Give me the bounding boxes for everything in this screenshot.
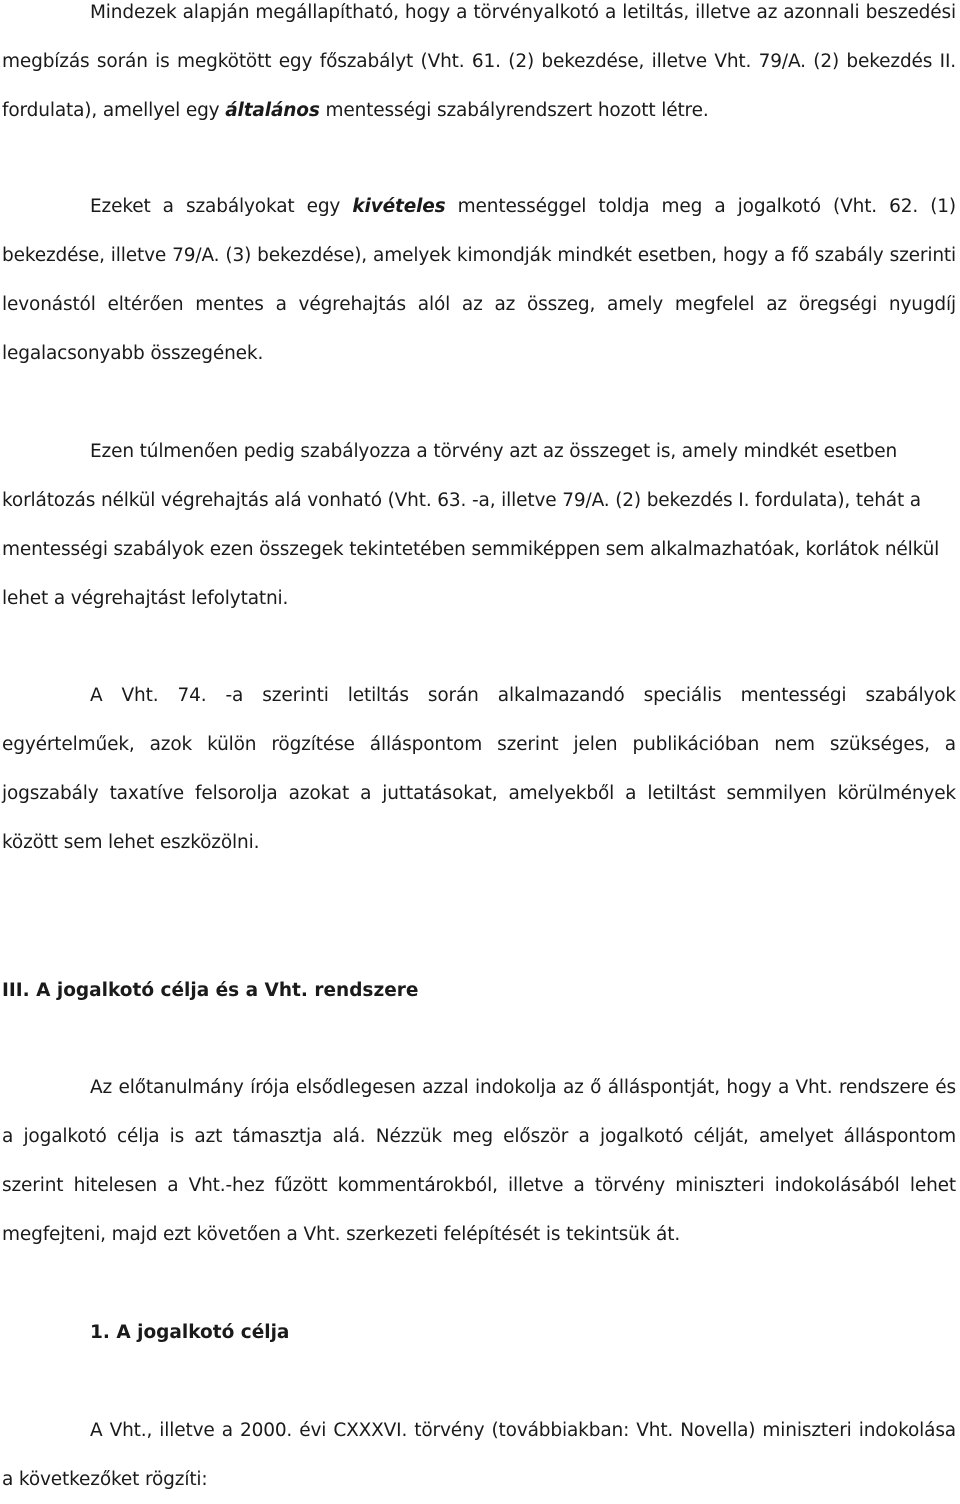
paragraph-exceptional-exemption (2, 182, 956, 378)
paragraph-text: mentességi szabályrendszert hozott létre. (319, 100, 709, 121)
section-heading: III. A jogalkotó célja és a Vht. rendszere (2, 980, 419, 1001)
paragraph-ministerial-reasoning: A Vht., illetve a 2000. évi CXXXVI. törvény (továbbiakban: Vht. Novella) miniszteri indokolása a következőket rögzíti: (2, 1420, 956, 1490)
paragraph-text: mentességgel toldja meg a jogalkotó (Vht. 62. (1) bekezdése, illetve 79/A. (3) bekezdése), amelyek kimondják mindkét esetben, hogy a fő szabály szerinti levonástól eltérően mentes a végrehajtás alól az az összeg, amely megfelel az öregségi nyugdíj legalacsonyabb összegének. (2, 196, 956, 364)
paragraph-text: Mindezek alapján megállapítható, hogy a törvényalkotó a letiltás, illetve az azonnali beszedési megbízás során is megkötött egy főszabályt (Vht. 61. (2) bekezdése, illetve Vht. 79/A. (2) bekezdés II. fordulata), amellyel egy (2, 2, 956, 121)
paragraph-special-exemptions: A Vht. 74. -a szerinti letiltás során alkalmazandó speciális mentességi szabályok egyértelműek, azok külön rögzítése álláspontom szerint jelen publikációban nem szükséges, a jogszabály taxatíve felsorolja azokat a juttatásokat, amelyekből a letiltást semmilyen körülmények között sem lehet eszközölni. (2, 685, 956, 853)
emphasis-general: általános (225, 100, 320, 121)
paragraph-legislator-goal-intro: Az előtanulmány írója elsődlegesen azzal indokolja az ő álláspontját, hogy a Vht. rendszere és a jogalkotó célja is azt támasztja alá. Nézzük meg először a jogalkotó célját, amelyet álláspontom szerint hitelesen a Vht.-hez fűzött kommentárokból, illetve a törvény miniszteri indokolásából lehet megfejteni, majd ezt követően a Vht. szerkezeti felépítését is tekintsük át. (2, 1077, 956, 1245)
paragraph-unrestricted-amount: Ezen túlmenően pedig szabályozza a törvény azt az összeget is, amely mindkét esetben korlátozás nélkül végrehajtás alá vonható (Vht. 63. -a, illetve 79/A. (2) bekezdés I. fordulata), tehát a mentességi szabályok ezen összegek tekintetében semmiképpen sem alkalmazhatóak, korlátok nélkül lehet a végrehajtást lefolytatni. (2, 441, 940, 609)
paragraph-text: Ezeket a szabályokat egy (90, 196, 353, 217)
emphasis-exceptional: kivételes (352, 196, 446, 217)
subsection-heading: 1. A jogalkotó célja (90, 1322, 290, 1343)
paragraph-general-exemption (2, 0, 956, 135)
